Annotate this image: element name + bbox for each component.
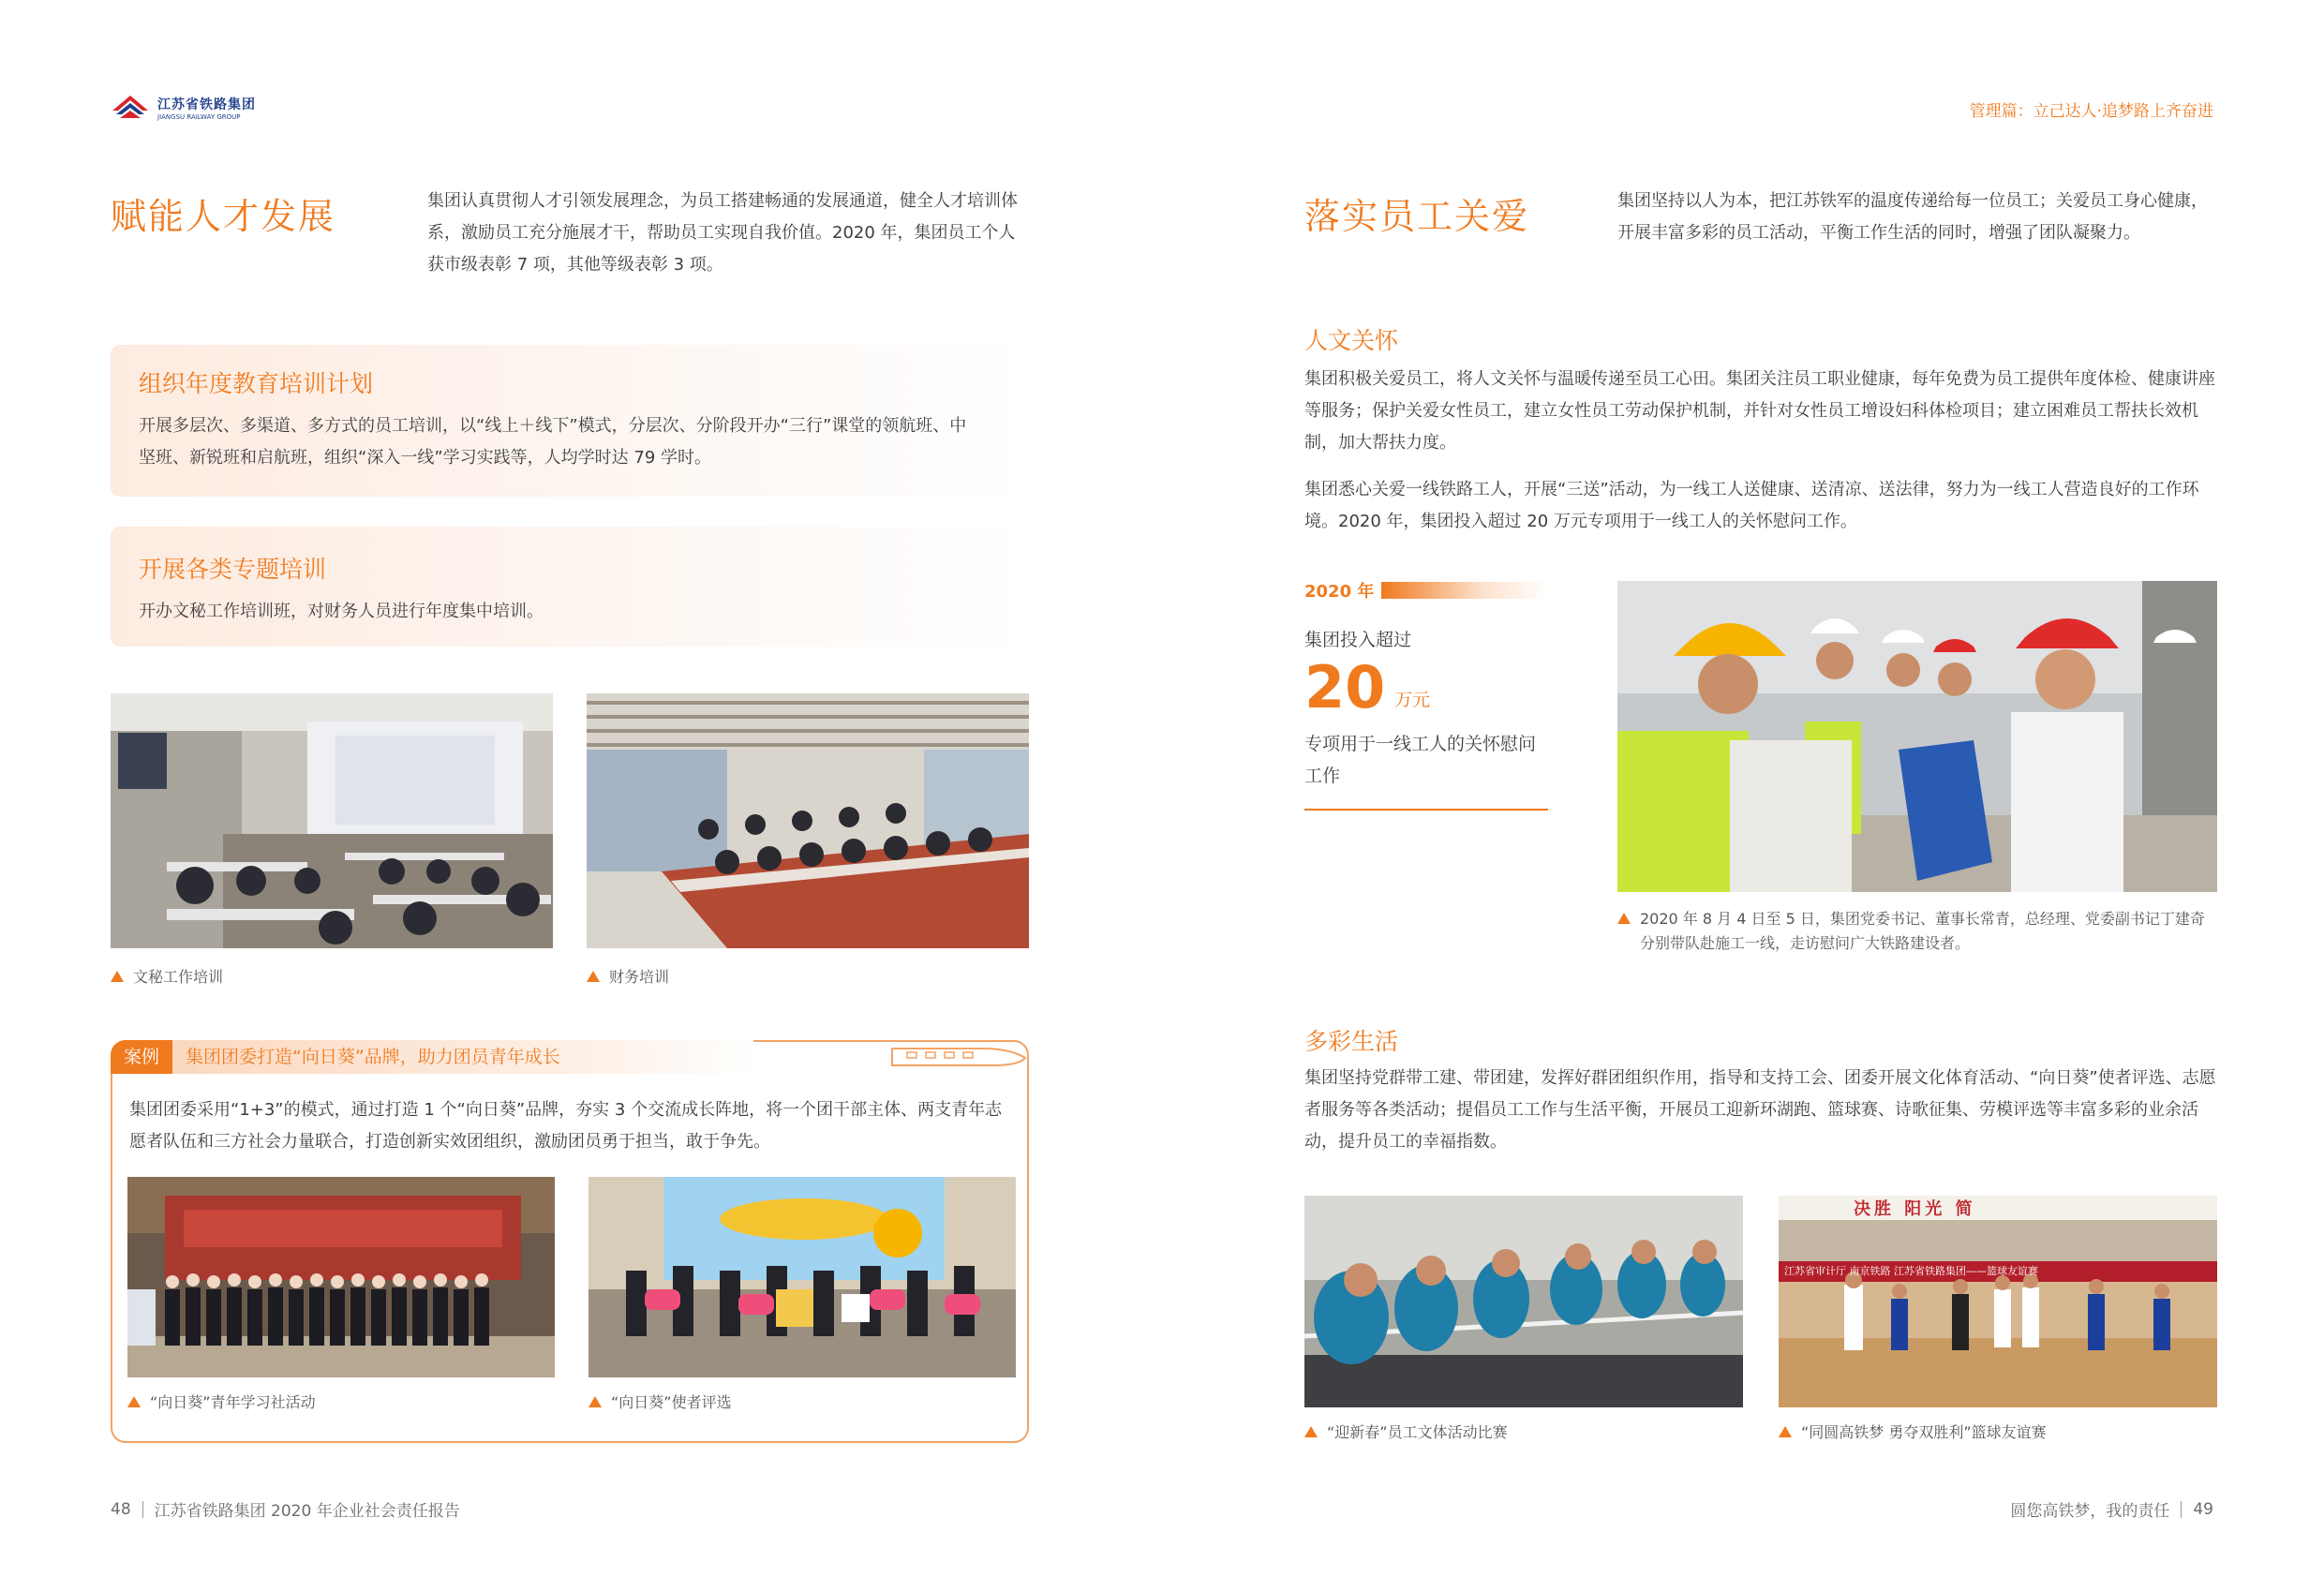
stat-underline	[1304, 809, 1548, 811]
case-text: 集团团委采用“1+3”的模式，通过打造 1 个“向日葵”品牌，夯实 3 个交流成长阵地，将一个团干部主体、两支青年志愿者队伍和三方社会力量联合，打造创新实效团组织，激励团员勇于担当，敢于争先。	[129, 1100, 1003, 1152]
caption-text: 2020 年 8 月 4 日至 5 日，集团党委书记、董事长常青，总经理、党委副书记丁建奇分别带队赴施工一线，走访慰问广大铁路建设者。	[1640, 910, 2205, 952]
left-intro: 集团认真贯彻人才引领发展理念，为员工搭建畅通的发展通道，健全人才培训体系，激励员工充分施展才干，帮助员工实现自我价值。2020 年，集团员工个人获市级表彰 7 项，其他等级表彰 3 项。	[427, 191, 1018, 275]
caption-youth-study	[127, 1391, 316, 1412]
case-box	[111, 1040, 1029, 1443]
caption-basketball	[1779, 1421, 2047, 1442]
court-banner-text: 江苏省审计厅 南京铁路 江苏省铁路集团——篮球友谊赛	[1784, 1265, 2038, 1277]
caption-text: “同圆高铁梦 勇夺双胜利”篮球友谊赛	[1801, 1423, 2047, 1441]
caption-triangle-icon	[1779, 1426, 1792, 1437]
card-training-plan-text: 开展多层次、多渠道、多方式的员工培训，以“线上＋线下”模式，分层次、分阶段开办“三行”课堂的领航班、中坚班、新锐班和启航班，组织“深入一线”学习实践等，人均学时达 79 学时。	[139, 416, 967, 468]
stat-desc: 专项用于一线工人的关怀慰问工作	[1304, 734, 1537, 786]
train-icon	[888, 1043, 1029, 1071]
case-title: 集团团委打造“向日葵”品牌，助力团员青年成长	[172, 1040, 753, 1074]
caption-triangle-icon	[587, 971, 600, 982]
card-special-training	[111, 527, 1025, 647]
footer-divider	[2181, 1501, 2182, 1518]
stat-year-bar	[1304, 577, 1548, 603]
page-number-left: 48	[111, 1499, 131, 1519]
caption-sunflower-envoy	[588, 1391, 732, 1412]
photo-site-visit	[1617, 581, 2217, 892]
caption-triangle-icon	[111, 971, 124, 982]
footer-right	[2010, 1497, 2213, 1521]
card-training-plan-title: 组织年度教育培训计划	[139, 370, 374, 397]
chapter-tag: 管理篇：立己达人·追梦路上齐奋进	[1969, 102, 2213, 121]
stat-year: 2020 年	[1304, 582, 1375, 602]
caption-secretary-training	[111, 965, 223, 987]
caption-triangle-icon	[588, 1396, 602, 1407]
page-number-right: 49	[2193, 1499, 2213, 1519]
photo-finance-training	[587, 693, 1029, 948]
sub-title-colorful-life: 多彩生活	[1304, 1028, 1399, 1055]
caption-text: 文秘工作培训	[133, 968, 224, 986]
caption-triangle-icon	[127, 1396, 141, 1407]
court-top-text: 决胜 阳光 简	[1854, 1199, 1976, 1219]
card-special-training-title: 开展各类专题培训	[139, 556, 327, 583]
care-para1: 集团积极关爱员工，将人文关怀与温暖传递至员工心田。集团关注员工职业健康，每年免费为员工提供年度体检、健康讲座等服务；保护关爱女性员工，建立女性员工劳动保护机制，并针对女性员工增设妇科体检项目；建立困难员工帮扶长效机制，加大帮扶力度。	[1304, 369, 2215, 453]
footer-left-text: 江苏省铁路集团 2020 年企业社会责任报告	[154, 1502, 460, 1521]
right-intro: 集团坚持以人为本，把江苏铁军的温度传递给每一位员工；关爱员工身心健康，开展丰富多彩的员工活动，平衡工作生活的同时，增强了团队凝聚力。	[1617, 191, 2208, 243]
caption-finance-training	[587, 965, 669, 987]
caption-text: 财务培训	[609, 968, 670, 986]
card-special-training-text: 开办文秘工作培训班，对财务人员进行年度集中培训。	[139, 602, 544, 621]
card-training-plan	[111, 345, 1025, 497]
caption-text: “向日葵”使者评选	[611, 1393, 732, 1411]
caption-site-visit	[1617, 907, 2217, 956]
photo-secretary-training	[111, 693, 553, 948]
caption-triangle-icon	[1617, 913, 1631, 924]
logo-icon	[111, 92, 150, 124]
case-header	[111, 1040, 1029, 1074]
photo-basketball	[1779, 1196, 2217, 1407]
caption-triangle-icon	[1304, 1426, 1318, 1437]
footer-right-text: 圆您高铁梦，我的责任	[2010, 1502, 2170, 1521]
colorful-life-text: 集团坚持党群带工建、带团建，发挥好群团组织作用，指导和支持工会、团委开展文化体育活动、“向日葵”使者评选、志愿者服务等各类活动；提倡员工工作与生活平衡，开展员工迎新环湖跑、篮球赛、诗歌征集、劳模评选等丰富多彩的业余活动，提升员工的幸福指数。	[1304, 1068, 2216, 1152]
stat-number: 20	[1304, 653, 1386, 722]
caption-text: “向日葵”青年学习社活动	[150, 1393, 316, 1411]
stat-year-gradient	[1381, 582, 1548, 599]
stat-unit: 万元	[1394, 690, 1431, 710]
case-badge: 案例	[111, 1040, 172, 1074]
photo-tug-of-war	[1304, 1196, 1743, 1407]
stat-figure	[1304, 653, 1548, 722]
caption-text: “迎新春”员工文体活动比赛	[1327, 1423, 1508, 1441]
logo-cn: 江苏省铁路集团	[157, 97, 256, 112]
care-para2: 集团悉心关爱一线铁路工人，开展“三送”活动，为一线工人送健康、送清凉、送法律，努力为一线工人营造良好的工作环境。2020 年，集团投入超过 20 万元专项用于一线工人的关怀慰问工作。	[1304, 480, 2199, 531]
footer-divider	[142, 1501, 143, 1518]
stat-block	[1304, 577, 1548, 811]
caption-tug-of-war	[1304, 1421, 1508, 1442]
left-section-title: 赋能人才发展	[111, 196, 336, 237]
footer-left	[111, 1497, 460, 1521]
photo-sunflower-envoy	[588, 1177, 1016, 1377]
logo	[111, 92, 256, 124]
stat-lead: 集团投入超过	[1304, 630, 1412, 650]
logo-en: JIANGSU RAILWAY GROUP	[157, 113, 241, 121]
photo-youth-study	[127, 1177, 555, 1377]
sub-title-care: 人文关怀	[1304, 327, 1399, 354]
right-section-title: 落实员工关爱	[1304, 196, 1530, 237]
